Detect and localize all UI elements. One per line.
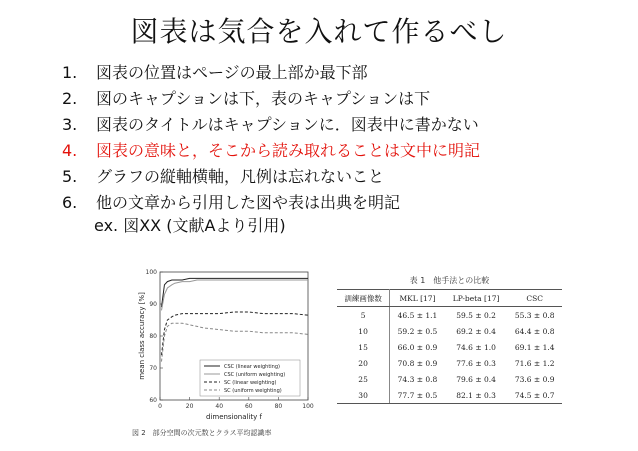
x-tick-label: 80 [274, 403, 283, 410]
rule-item [62, 86, 480, 112]
table-cell: 59.2 ± 0.5 [397, 326, 438, 336]
table-cell: 66.0 ± 0.9 [397, 342, 438, 352]
header-cell: MKL [17] [390, 290, 445, 307]
series-line [161, 312, 308, 355]
rule-number: 3. [62, 115, 78, 134]
y-tick-label: 70 [149, 365, 157, 372]
y-tick-label: 90 [149, 301, 157, 308]
rule-item [62, 112, 480, 138]
example-note: ex. 図XX (文献Aより引用) [94, 216, 286, 235]
x-tick-label: 20 [185, 403, 194, 410]
example-table [337, 275, 562, 404]
legend-label: CSC (uniform weighting) [224, 372, 286, 378]
table-header-row [337, 290, 562, 307]
table-cell: 30 [337, 387, 390, 404]
table-cell: 74.3 ± 0.8 [397, 374, 438, 384]
x-axis-label: dimensionality f [205, 413, 263, 421]
table-caption: 表 1 他手法との比較 [409, 276, 490, 285]
header-cell: 訓練画像数 [337, 290, 390, 307]
x-tick-label: 40 [215, 403, 224, 410]
table-cell: 77.6 ± 0.3 [456, 358, 496, 368]
table-cell: 64.4 ± 0.8 [514, 326, 555, 336]
accuracy-chart [118, 262, 318, 428]
table-row [337, 339, 562, 355]
rule-item [62, 164, 480, 190]
rule-number: 1. [62, 63, 78, 82]
x-tick-label: 0 [158, 403, 162, 410]
table-cell: 77.7 ± 0.5 [390, 387, 445, 404]
example-figure [118, 262, 318, 442]
rules-list [62, 60, 480, 216]
table-row [337, 387, 562, 404]
x-tick-label: 100 [302, 403, 314, 410]
table-cell: 55.3 ± 0.8 [514, 310, 555, 320]
rule-number: 5. [62, 167, 78, 186]
header-cell: CSC [507, 290, 562, 307]
legend-label: SC (linear weighting) [224, 380, 277, 386]
legend-label: CSC (linear weighting) [224, 364, 280, 370]
header-cell: LP-beta [17] [445, 290, 508, 307]
table-cell: 69.1 ± 1.4 [514, 342, 555, 352]
legend-label: SC (uniform weighting) [224, 388, 282, 394]
rule-text: 図表の意味と，そこから読み取れることは文中に明記 [96, 141, 481, 160]
table-cell: 70.8 ± 0.9 [397, 358, 438, 368]
table-cell: 73.6 ± 0.9 [514, 374, 555, 384]
table-cell: 59.5 ± 0.2 [456, 310, 496, 320]
table-body [337, 307, 562, 404]
y-tick-label: 100 [145, 269, 157, 276]
series-line [161, 280, 308, 310]
table-cell: 69.2 ± 0.4 [456, 326, 496, 336]
table-cell: 74.5 ± 0.7 [507, 387, 562, 404]
table-row [337, 355, 562, 371]
table-cell: 5 [337, 307, 390, 324]
rule-text: 図表の位置はページの最上部か最下部 [96, 63, 368, 82]
comparison-table [337, 289, 562, 404]
table-cell: 20 [337, 355, 390, 371]
y-axis-label: mean class accuracy [%] [138, 292, 146, 380]
rule-text: グラフの縦軸横軸，凡例は忘れないこと [96, 167, 385, 186]
table-cell: 79.6 ± 0.4 [456, 374, 496, 384]
table-cell: 74.6 ± 1.0 [456, 342, 496, 352]
table-row [337, 323, 562, 339]
table-cell: 15 [337, 339, 390, 355]
series-line [161, 323, 308, 361]
rule-number: 2. [62, 89, 78, 108]
table-cell: 82.1 ± 0.3 [445, 387, 508, 404]
rule-number: 6. [62, 193, 78, 212]
rule-text: 他の文章から引用した図や表は出典を明記 [96, 193, 401, 212]
slide-title: 図表は気合を入れて作るべし [130, 15, 508, 48]
rule-item [62, 190, 480, 216]
x-tick-label: 60 [244, 403, 253, 410]
rule-number: 4. [62, 141, 78, 160]
rule-item-highlighted [62, 138, 480, 164]
rule-text: 図表のタイトルはキャプションに．図表中に書かない [96, 115, 479, 134]
y-tick-label: 80 [149, 333, 157, 340]
series-line [161, 278, 308, 307]
table-row [337, 307, 562, 324]
y-tick-label: 60 [149, 397, 157, 404]
table-cell: 71.6 ± 1.2 [514, 358, 555, 368]
table-cell: 25 [337, 371, 390, 387]
table-row [337, 371, 562, 387]
rule-text: 図のキャプションは下，表のキャプションは下 [96, 89, 431, 108]
table-cell: 10 [337, 323, 390, 339]
table-cell: 46.5 ± 1.1 [397, 310, 438, 320]
rule-item [62, 60, 480, 86]
figure-caption: 図 2 部分空間の次元数とクラス平均認識率 [132, 429, 272, 437]
